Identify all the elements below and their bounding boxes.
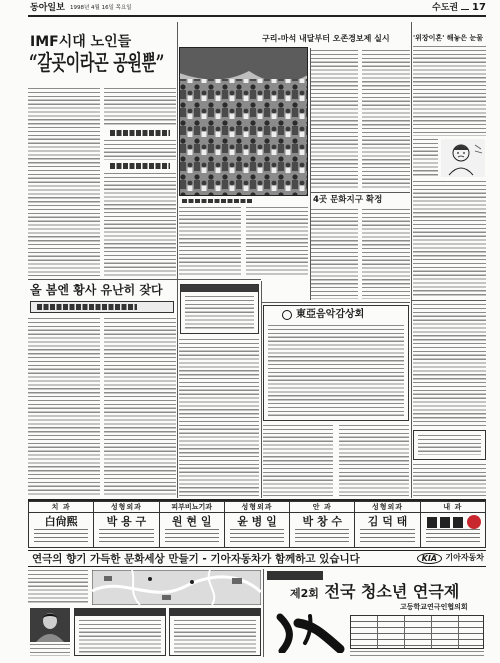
body-text	[246, 207, 308, 276]
clinic-contact-text	[295, 529, 349, 544]
brush-calligraphy-graphic	[268, 613, 346, 653]
banner-text: 연극의 향기 가득한 문화세상 만들기 - 기아자동차가 함께하고 있습니다	[32, 552, 360, 565]
cartoon-illustration	[441, 139, 485, 177]
subheading	[110, 130, 170, 136]
clinic-ad	[225, 502, 290, 547]
inset-box	[30, 301, 174, 313]
article-headline: 4곳 문화지구 확정	[313, 195, 383, 205]
body-text	[413, 46, 486, 136]
column-rule	[263, 569, 264, 657]
body-text	[174, 620, 256, 653]
body-text	[28, 318, 100, 496]
body-text	[28, 88, 100, 276]
body-text	[362, 50, 410, 190]
inset-box	[180, 284, 259, 334]
listing-header-bar	[170, 609, 260, 616]
music-event-box	[263, 305, 409, 421]
clinic-contact-text	[34, 529, 88, 544]
festival-organizer: 고등학교연극인협의회	[400, 603, 468, 611]
body-text	[263, 425, 333, 496]
clinic-doctor-name: 윤 병 일	[237, 515, 277, 528]
event-listing-box	[169, 608, 261, 656]
clinic-specialty: 안 과	[290, 502, 354, 513]
column-rule	[177, 22, 178, 498]
body-text	[104, 318, 176, 496]
photo-caption	[30, 644, 70, 656]
body-text	[104, 140, 176, 160]
clinic-ad-row	[28, 501, 486, 548]
body-text	[185, 296, 254, 330]
clinic-contact-text	[426, 529, 480, 544]
clinic-doctor-name: 원 현 일	[171, 515, 212, 528]
body-text	[413, 464, 486, 496]
clinic-ad	[355, 502, 420, 547]
article-headline: 올 봄엔 황사 유난히 잦다	[30, 283, 163, 297]
clinic-specialty: 성형외과	[355, 502, 419, 513]
masthead-rule	[28, 15, 486, 17]
festival-title-line	[290, 584, 459, 600]
clinic-specialty: 성형외과	[94, 502, 158, 513]
clinic-specialty: 피부비뇨기과	[160, 502, 224, 513]
body-text	[362, 209, 410, 299]
clinic-contact-text	[165, 529, 219, 544]
column-rule	[261, 281, 262, 498]
event-listing-box	[74, 608, 166, 656]
article-headline: '위장이혼' 해놓은 눈물	[413, 34, 484, 42]
kia-logo: KIA	[417, 553, 442, 564]
clinic-specialty: 치 과	[29, 502, 93, 513]
listing-header-bar	[75, 609, 165, 616]
clinic-doctor-name: 白尙熙	[44, 515, 78, 528]
clinic-doctor-name: 박 창 수	[302, 515, 343, 528]
article-kicker: IMF시대 노인들	[30, 34, 132, 50]
clinic-ad	[421, 502, 485, 547]
body-text	[413, 304, 486, 426]
body-text	[311, 209, 358, 299]
inset-box	[413, 430, 486, 460]
crowd-photo	[179, 47, 308, 196]
festival-edition: 제2회	[290, 587, 319, 600]
inset-header-bar	[181, 285, 258, 292]
clinic-specialty: 내 과	[421, 502, 485, 513]
festival-title: 전국 청소년 연극제	[324, 582, 460, 601]
clinic-name-mark	[427, 517, 463, 528]
body-text	[104, 88, 176, 126]
banner-company: 기아자동차	[445, 553, 484, 562]
park-map	[92, 570, 261, 605]
body-text	[79, 620, 161, 653]
subheading	[37, 304, 137, 310]
body-text	[339, 425, 409, 496]
body-text	[413, 139, 438, 177]
body-text	[418, 435, 481, 455]
body-text	[311, 50, 358, 190]
body-text	[104, 173, 176, 276]
clinic-specialty: 성형외과	[225, 502, 289, 513]
event-title: 東亞음악감상회	[296, 309, 365, 320]
article-headline: “갈곳이라곤 공원뿐”	[29, 50, 165, 76]
photo-caption	[182, 199, 252, 203]
clinic-ad	[29, 502, 94, 547]
clinic-doctor-name: 박 용 구	[106, 515, 147, 528]
clinic-contact-text	[230, 529, 284, 544]
page-number: 17	[472, 2, 486, 13]
festival-schedule-table	[350, 615, 484, 649]
section-rule	[28, 279, 261, 280]
clinic-logo-mark	[467, 515, 481, 529]
column-rule	[411, 22, 412, 498]
clinic-ad	[290, 502, 355, 547]
sponsor-banner	[28, 550, 486, 567]
clinic-contact-text	[99, 529, 153, 544]
emblem-icon	[282, 310, 292, 320]
clinic-ad	[94, 502, 159, 547]
clinic-contact-text	[360, 529, 414, 544]
body-text	[268, 325, 404, 416]
dateline: 1998년 4월 16일 목요일	[70, 5, 132, 11]
sponsor-line	[350, 651, 484, 657]
article-headline: 구리-마석 내달부터 오존경보제 실시	[262, 34, 390, 43]
masthead-dash	[461, 9, 469, 10]
body-text	[179, 339, 259, 496]
body-text	[28, 570, 88, 605]
section-rule	[311, 192, 410, 193]
body-text	[413, 181, 486, 297]
festival-tag	[267, 571, 323, 580]
clinic-ad	[160, 502, 225, 547]
section-rule	[412, 300, 486, 301]
clinic-doctor-name: 김 덕 태	[367, 515, 408, 528]
section-rule	[262, 302, 410, 303]
subheading	[110, 163, 170, 169]
person-photo	[30, 608, 70, 642]
body-text	[179, 207, 241, 276]
section-name: 수도권	[432, 3, 459, 13]
masthead-title: 동아일보	[30, 3, 65, 13]
